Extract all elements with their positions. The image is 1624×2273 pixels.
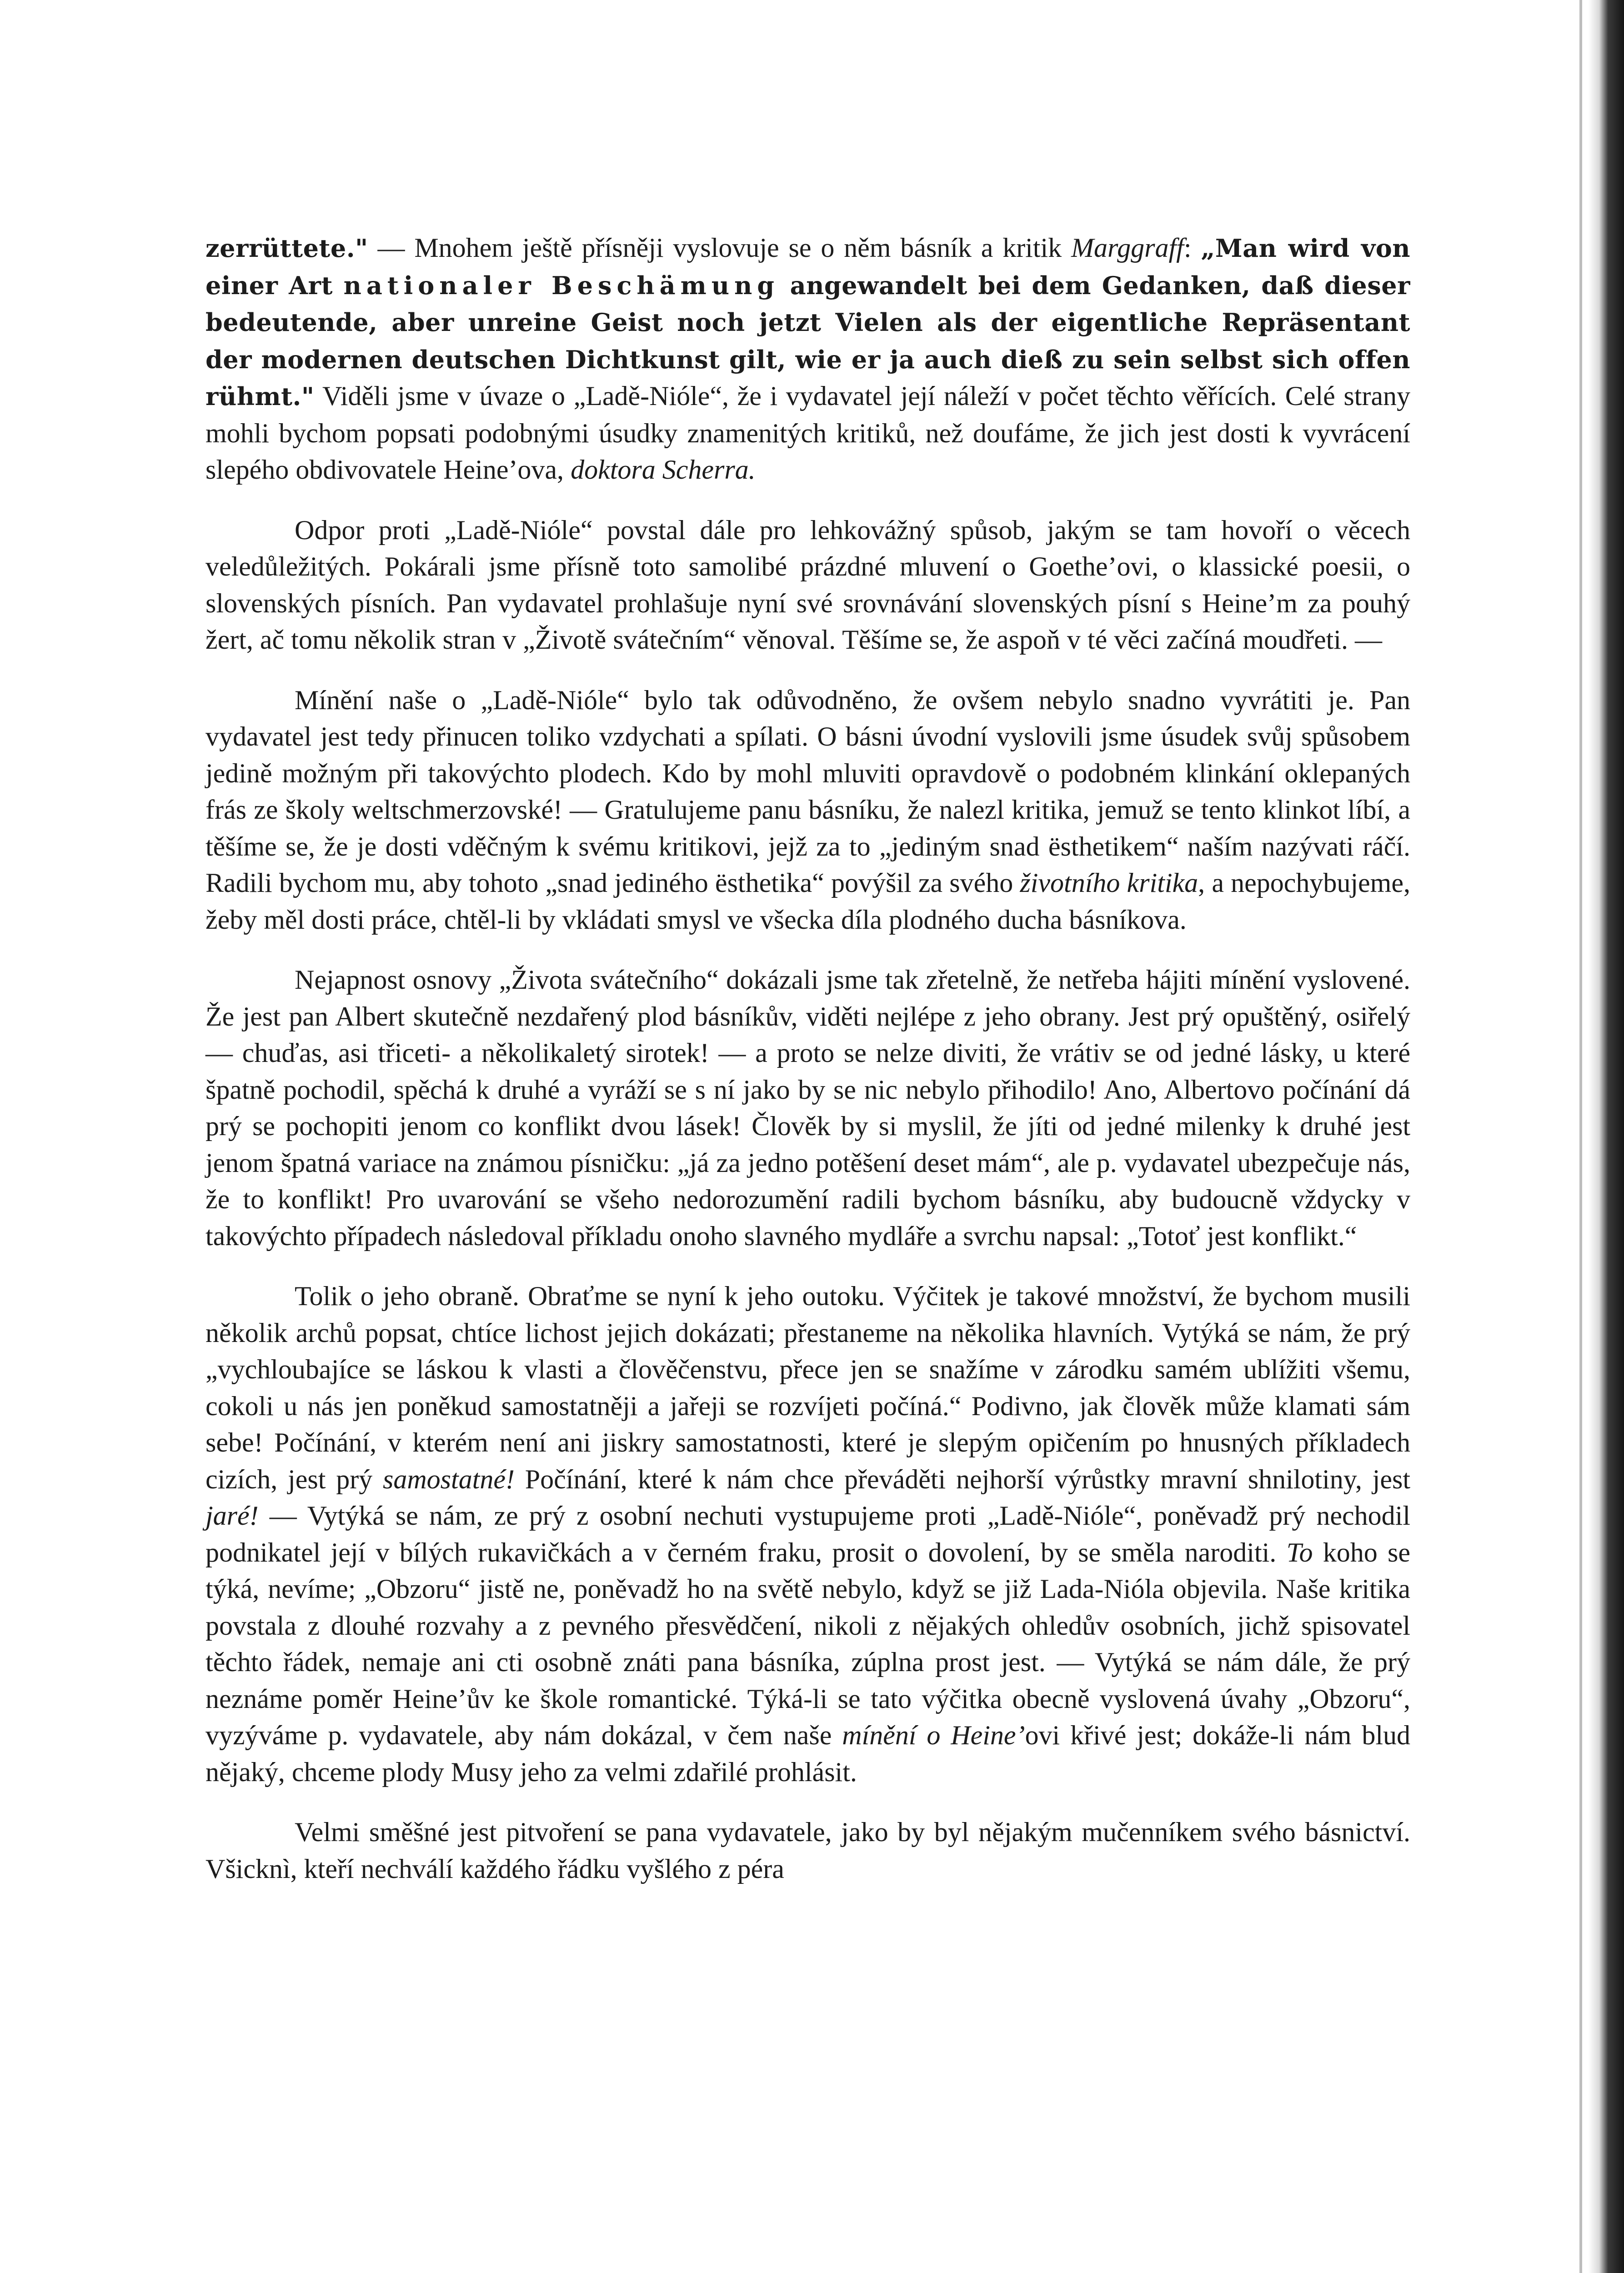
german-quote: „Man wird von einer Art <box>206 234 1411 300</box>
emphasis: životního kritika <box>1020 868 1198 898</box>
paragraph-6 <box>206 1814 1410 1887</box>
german-text: zerrüttete." <box>206 234 368 263</box>
text-run: — Vytýká se nám, ze prý z osobní nechuti vystupujeme proti „Ladě-Nióle“, poněvadž prý nechodil podnikatel její v bílých rukavičkách a v černém fraku, prosit o dovolení, by se směla naroditi. <box>206 1501 1410 1567</box>
author-name: Marggraff <box>1071 233 1184 263</box>
german-quote: angewandelt bei dem Gedanken, daß dieser bedeutende, aber unreine Geist noch jetzt Vielen als der eigentliche Repräsentant der modernen deutschen Dichtkunst gilt, wie er ja auch dieß zu sein selbst sich offen rühmt." <box>206 270 1411 411</box>
emphasis: mínění o Heine’ <box>842 1720 1025 1750</box>
text-run: : <box>1183 233 1201 263</box>
text-run: , a nepochybujeme, žeby měl dosti práce, chtěl-li by vkládati smysl ve všecka díla plodného ducha básníkova. <box>206 868 1410 935</box>
document-page <box>206 230 1410 1887</box>
text-run: Velmi směšné jest pitvoření se pana vydavatele, jako by byl nějakým mučenníkem svého básnictví. Všicknì, kteří nechválí každého řádku vyšlého z péra <box>206 1817 1410 1884</box>
text-run: Odpor proti „Ladě-Nióle“ povstal dále pro lehkovážný spůsob, jakým se tam hovoří o věcech veledůležitých. Pokárali jsme přísně toto samolibé prázdné mluvení o Goethe’ovi, o klassické poesii, o slovenských písních. Pan vydavatel prohlašuje nyní své srovnávání slovenských písní s Heine’m za pouhý žert, ač tomu několik stran v „Životě svátečním“ věnoval. Těšíme se, že aspoň v té věci začíná moudřeti. — <box>206 515 1410 655</box>
text-run: Mínění naše o „Ladě-Nióle“ bylo tak odůvodněno, že ovšem nebylo snadno vyvrátiti je. Pan vydavatel jest tedy přinucen toliko vzdychati a spílati. O básni úvodní vyslovili jsme úsudek svůj spůsobem jedině možným při takovýchto plodech. Kdo by mohl mluviti opravdově o podobném klinkání oklepaných frás ze školy weltschmerzovské! — Gratulujeme panu básníku, že nalezl kritika, jemuž se tento klinkot líbí, a těšíme se, že je dosti vděčným k svému kritikovi, jejž za to „jediným snad ësthetikem“ naším nazývati ráčí. Radili bychom mu, aby tohoto „snad jediného ësthetika“ povýšil za svého <box>206 685 1410 898</box>
scan-gutter-line <box>1579 0 1582 2273</box>
text-run: koho se týká, nevíme; „Obzoru“ jistě ne, poněvadž ho na světě nebylo, když se již Lada-Nióla objevila. Naše kritika povstala z dlouhé rozvahy a z pevného přesvědčení, nikoli z nějakých ohledův osobních, jichž spisovatel těchto řádek, nemaje ani cti osobně znáti pana básníka, zúplna prost jest. — Vytýká se nám dále, že prý neznáme poměr Heine’ův ke škole romantické. Týká-li se tato výčitka obecně vyslovená úvahy „Obzoru“, vyzýváme p. vydavatele, aby nám dokázal, v čem naše <box>206 1537 1411 1750</box>
paragraph-5 <box>206 1278 1410 1790</box>
emphasis: To <box>1286 1537 1313 1567</box>
text-run: — Mnohem ještě přísněji vyslovuje se o něm básník a kritik <box>368 233 1072 263</box>
paragraph-1 <box>206 230 1410 488</box>
paragraph-4 <box>206 961 1410 1254</box>
author-name: doktora Scherra. <box>571 455 756 485</box>
paragraph-3 <box>206 682 1410 938</box>
text-run: Tolik o jeho obraně. Obraťme se nyní k jeho outoku. Výčitek je takové množství, že bychom musili několik archů popsat, chtíce lichost jejich dokázati; přestaneme na několika hlavních. Vytýká se nám, že prý „vychloubajíce se láskou k vlasti a člověčenstvu, přece jen se snažíme v zárodku samém ublížiti všemu, cokoli u nás jen poněkud samostatněji a jařeji se rozvíjeti počíná.“ Podivno, jak člověk může klamati sám sebe! Počínání, v kterém není ani jiskry samostatnosti, které je slepým opičením po hnusných příkladech cizích, jest prý <box>206 1281 1410 1494</box>
text-run: Nejapnost osnovy „Života svátečního“ dokázali jsme tak zřetelně, že netřeba hájiti mínění vyslovené. Že jest pan Albert skutečně nezdařený plod básníkův, viděti nejlépe z jeho obrany. Jest prý opuštěný, osiřelý — chuďas, asi třiceti- a několikaletý sirotek! — a proto se nelze diviti, že vrátiv se od jedné lásky, u které špatně pochodil, spěchá k druhé a vyráží se s ní jako by se nic nebylo přihodilo! Ano, Albertovo počínání dá prý se pochopiti jenom co konflikt dvou lásek! Člověk by si myslil, že jíti od jedné milenky k druhé jest jenom špatná variace na známou písničku: „já za jedno potěšení deset mám“, ale p. vydavatel ubezpečuje nás, že to konflikt! Pro uvarování se všeho nedorozumění radili bychom básníku, aby budoucně vždycky v takovýchto případech následoval příkladu onoho slavného mydláře a svrchu napsal: „Totoť jest konflikt.“ <box>206 965 1410 1251</box>
text-run: ovi křivé jest; dokáže-li nám blud nějaký, chceme plody Musy jeho za velmi zdařilé prohlásit. <box>206 1720 1411 1787</box>
text-run: Počínání, které k nám chce převáděti nejhorší výrůstky mravní shnilotiny, jest <box>514 1464 1410 1494</box>
german-spaced-emphasis: nationaler Beschämung <box>343 270 779 300</box>
emphasis: jaré! <box>206 1501 259 1531</box>
text-run: Viděli jsme v úvaze o „Ladě-Nióle“, že i vydavatel její náleží v počet těchto věřících. Celé strany mohli bychom popsati podobnými úsudky znamenitých kritiků, než doufáme, že jich jest dosti k vyvrácení slepého obdivovatele Heine’ova, <box>206 381 1410 485</box>
paragraph-2 <box>206 512 1410 658</box>
scan-page-edge <box>1589 0 1624 2273</box>
emphasis: samostatné! <box>383 1464 515 1494</box>
